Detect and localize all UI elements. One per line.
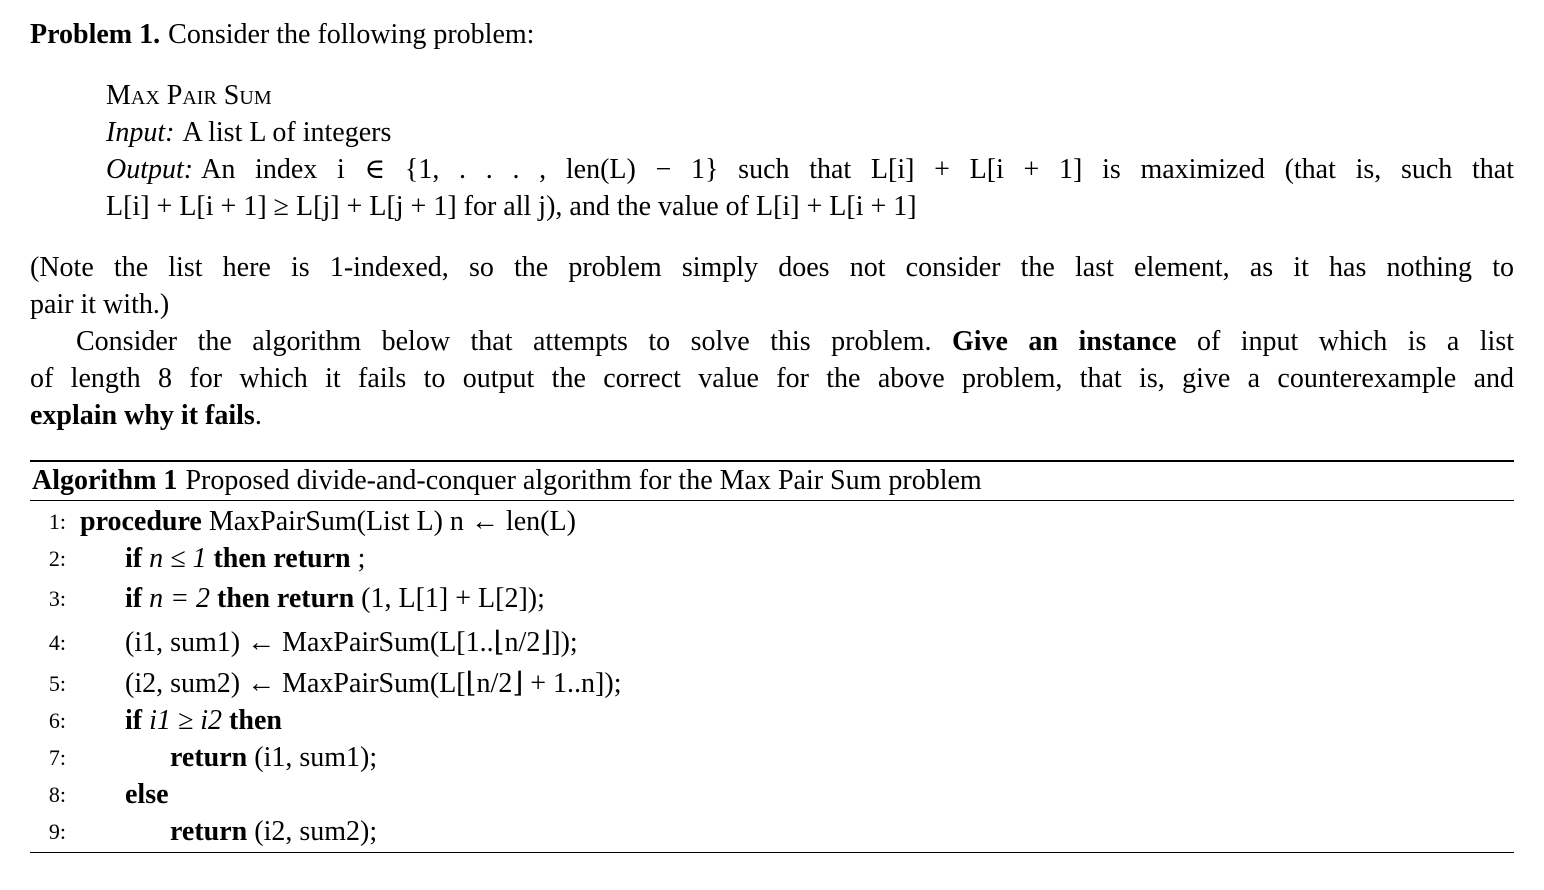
line-code <box>125 702 282 739</box>
keyword: return <box>170 816 248 847</box>
output-spec-line2: L[i] + L[i + 1] ≥ L[j] + L[j + 1] for all j), and the value of L[i] + L[i + 1] <box>106 191 917 222</box>
note-line2: pair it with.) <box>30 289 170 320</box>
output-text-1: An index i ∈ {1, . . . , len(L) − 1} such that L[i] + L[i + 1] is maximized (that is, such that <box>201 154 1514 185</box>
code-text: i1 ≥ i2 <box>149 705 223 736</box>
line-code <box>125 577 545 621</box>
task-bold-1: Give an instance <box>951 326 1177 357</box>
line-code <box>125 776 169 813</box>
line-number: 9: <box>48 819 66 844</box>
line-number: 7: <box>48 745 66 770</box>
code-text: (i2, sum2) ← MaxPairSum(L[⌊n/2⌋ + 1..n]); <box>125 668 622 699</box>
line-number: 2: <box>48 546 66 571</box>
algorithm-line <box>30 540 1514 577</box>
code-text: n = 2 <box>149 583 211 614</box>
problem-name: Max Pair Sum <box>106 80 272 111</box>
line-code <box>170 739 377 776</box>
algorithm-line <box>30 702 1514 739</box>
line-code <box>125 665 621 702</box>
line-number: 5: <box>48 671 66 696</box>
algorithm-line <box>30 621 1514 665</box>
problem-label: Problem 1. <box>30 19 161 50</box>
code-text: MaxPairSum(List L) n ← len(L) <box>208 506 576 537</box>
problem-heading <box>30 16 1514 53</box>
algorithm-line <box>30 813 1514 850</box>
algorithm-box <box>30 460 1514 853</box>
task-text-1: Consider the algorithm below that attempts to solve this problem. <box>76 326 932 357</box>
task-line2: of length 8 for which it fails to output the correct value for the above problem, that is, give a counterexample and <box>30 363 1514 394</box>
keyword: procedure <box>80 506 202 537</box>
line-code <box>170 813 377 850</box>
line-number: 6: <box>48 708 66 733</box>
algorithm-line <box>30 665 1514 702</box>
input-spec <box>106 114 1514 151</box>
task-line3 <box>30 397 1514 434</box>
keyword: then return <box>213 543 351 574</box>
line-number: 8: <box>48 782 66 807</box>
line-code <box>125 621 578 665</box>
problem-intro: Consider the following problem: <box>168 19 535 50</box>
keyword: then return <box>217 583 355 614</box>
keyword: if <box>125 583 143 614</box>
line-number: 1: <box>48 509 66 534</box>
input-label: Input: <box>106 117 175 148</box>
output-spec-line1 <box>106 151 1514 188</box>
problem-definition <box>106 77 1514 225</box>
task-text-2: of input which is a list <box>1196 326 1515 357</box>
algorithm-caption: Proposed divide-and-conquer algorithm for the Max Pair Sum problem <box>185 465 982 496</box>
algorithm-line <box>30 503 1514 540</box>
code-text: ; <box>357 543 366 574</box>
code-text: (i1, sum1); <box>254 742 378 773</box>
code-text: (i1, sum1) ← MaxPairSum(L[1..⌊n/2⌋]); <box>125 627 578 658</box>
task-period: . <box>254 400 262 431</box>
algorithm-line <box>30 739 1514 776</box>
keyword: return <box>170 742 248 773</box>
problem-page <box>30 12 1514 853</box>
keyword: then <box>229 705 282 736</box>
keyword: else <box>125 779 169 810</box>
task-line1 <box>30 323 1514 360</box>
keyword: if <box>125 705 143 736</box>
algorithm-label: Algorithm 1 <box>32 465 178 496</box>
note-line1: (Note the list here is 1-indexed, so the problem simply does not consider the last element, as it has nothing to <box>30 252 1514 283</box>
algorithm-title <box>30 462 1514 501</box>
task-bold-2: explain why it fails <box>30 400 255 431</box>
algorithm-lines <box>30 501 1514 852</box>
keyword: if <box>125 543 143 574</box>
algorithm-line <box>30 776 1514 813</box>
line-number: 3: <box>48 586 66 611</box>
code-text: (1, L[1] + L[2]); <box>361 583 545 614</box>
code-text: n ≤ 1 <box>149 543 207 574</box>
line-code <box>80 503 576 540</box>
output-label: Output: <box>106 154 194 185</box>
line-code <box>125 540 365 577</box>
line-number: 4: <box>48 630 66 655</box>
code-text: (i2, sum2); <box>254 816 378 847</box>
algorithm-line <box>30 577 1514 621</box>
input-text: A list L of integers <box>182 117 392 148</box>
